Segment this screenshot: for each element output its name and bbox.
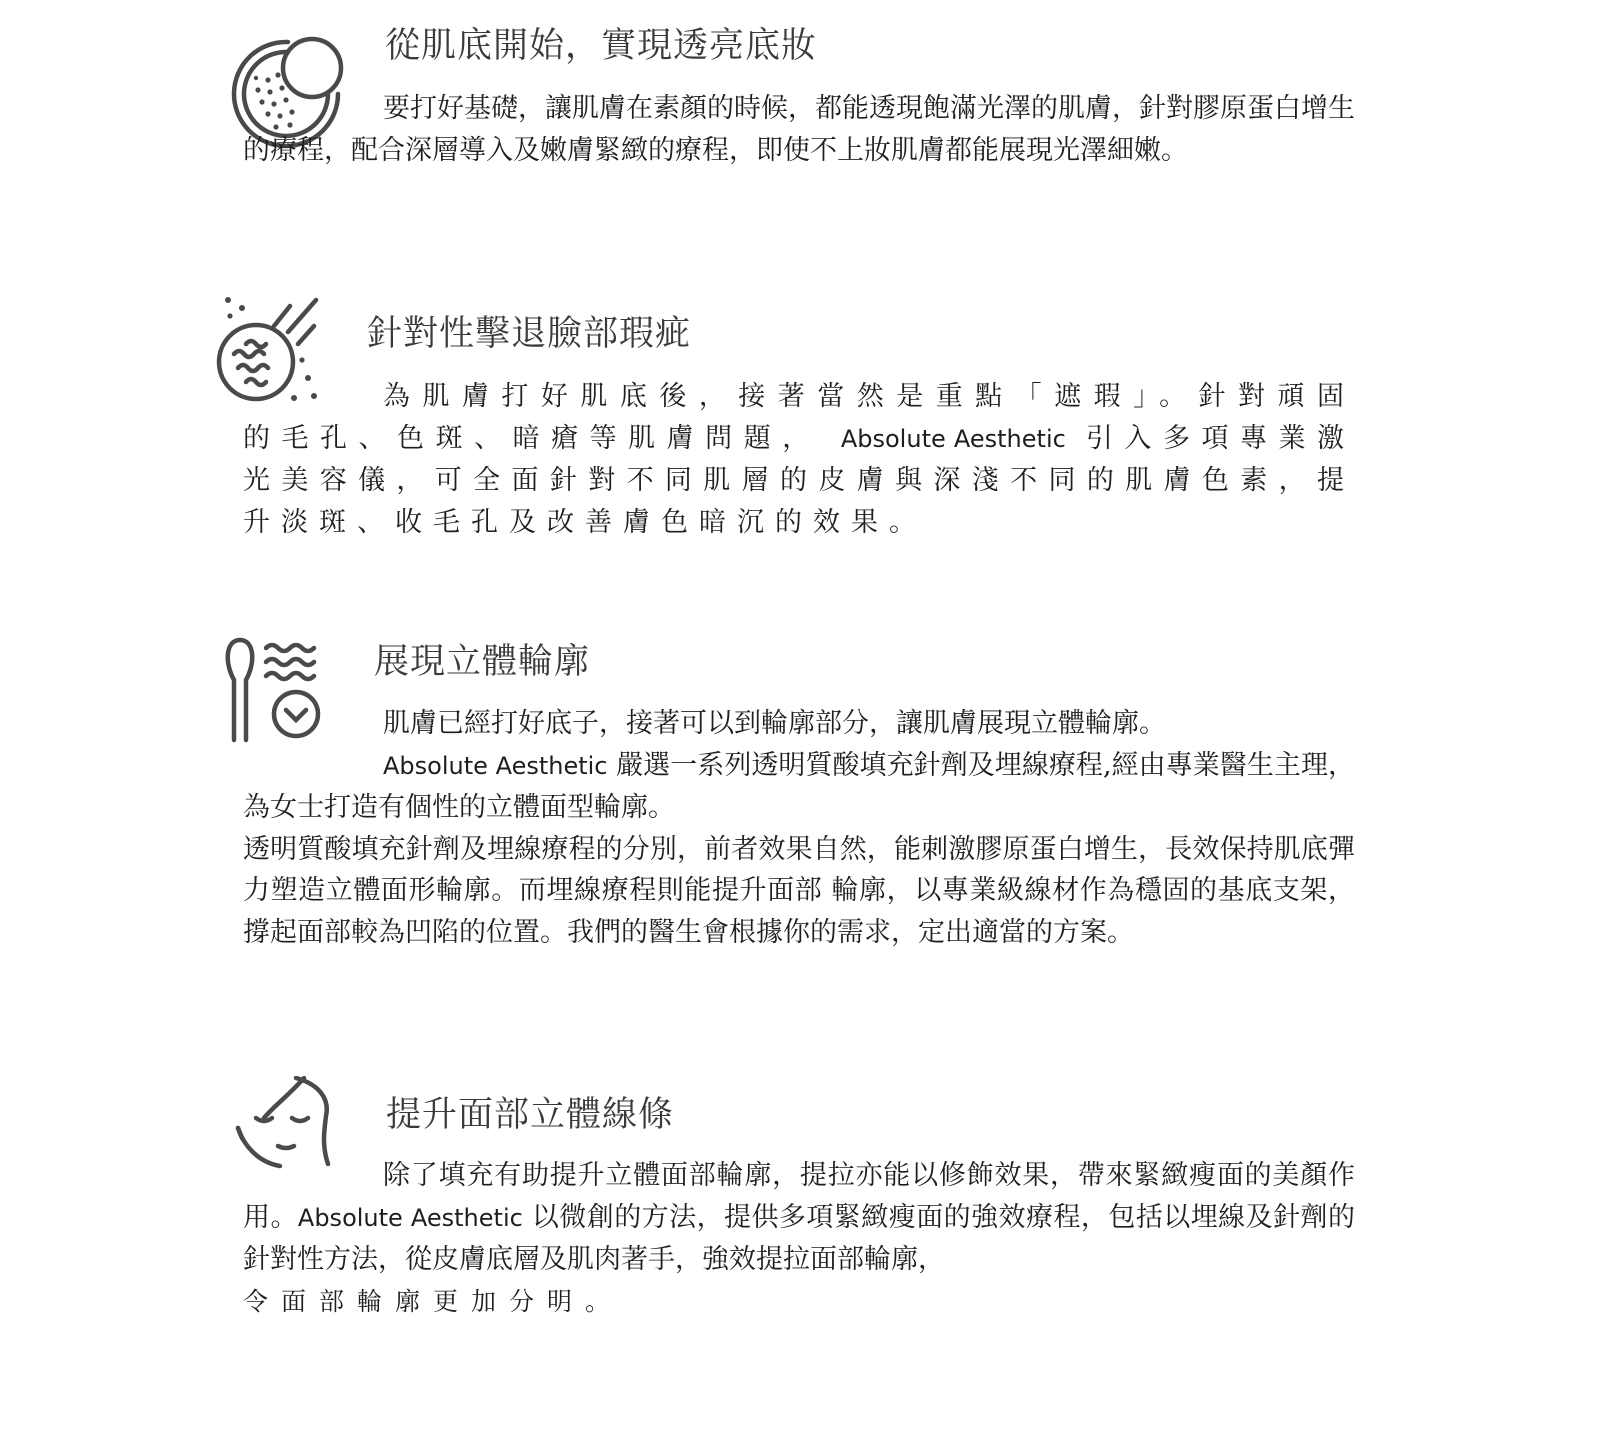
paragraph xyxy=(243,1155,1355,1281)
paragraph: 透明質酸填充針劑及埋線療程的分別，前者效果自然，能刺激膠原蛋白增生，長效保持肌底彈力塑造立體面形輪廓。而埋線療程則能提升面部 輪廓，以專業級線材作為穩固的基底支架，撐起面部較為凹陷的位置。我們的醫生會根據你的需求，定出適當的方案。 xyxy=(243,833,1355,948)
brand-name: Absolute Aesthetic xyxy=(297,1203,523,1232)
section-heading: 從肌底開始，實現透亮底妝 xyxy=(385,26,818,66)
paragraph: 要打好基礎，讓肌膚在素顏的時候，都能透現飽滿光澤的肌膚，針對膠原蛋白增生的療程，配合深層導入及嫩膚緊緻的療程，即使不上妝肌膚都能展現光澤細嫩。 xyxy=(243,93,1355,166)
section-body xyxy=(243,88,1355,171)
section-heading: 展現立體輪廓 xyxy=(374,642,591,682)
brand-name: Absolute Aesthetic xyxy=(840,424,1066,453)
paragraph-text: 以微創的方法，提供多項緊緻瘦面的強效療程，包括以埋線及針劑的針對性方法，從皮膚底層及肌肉著手，強效提拉面部輪廓， xyxy=(243,1201,1355,1275)
paragraph-text: 除了填充有助提升立體面部輪廓，提拉亦能以修飾效果，帶來緊緻瘦面的美顏作用。 xyxy=(243,1160,1355,1233)
brand-name: Absolute Aesthetic xyxy=(383,751,608,780)
paragraph: 令面部輪廓更加分明。 xyxy=(243,1286,624,1316)
paragraph-text: 肌膚已經打好底子，接著可以到輪廓部分，讓肌膚展現立體輪廓。 xyxy=(383,708,1166,739)
paragraph-text: 引入多項專業激光美容儀，可全面針對不同肌層的皮膚與深淺不同的肌膚色素，提升淡斑、收毛孔及改善膚色暗沉的效果。 xyxy=(243,422,1356,538)
section-body xyxy=(243,703,1355,953)
paragraph-text: 嚴選一系列透明質酸填充針劑及埋線療程,經由專業醫生主理，為女士打造有個性的立體面型輪廓。 xyxy=(243,749,1355,823)
section-heading: 針對性擊退臉部瑕疵 xyxy=(367,314,692,354)
paragraph xyxy=(243,703,1355,829)
section-heading: 提升面部立體線條 xyxy=(386,1095,675,1135)
paragraph xyxy=(243,376,1355,543)
section-body xyxy=(243,376,1355,543)
section-body xyxy=(243,1155,1355,1322)
paragraph-text: 為肌膚打好肌底後，接著當然是重點「遮瑕」。針對頑固的毛孔、色斑、暗瘡等肌膚問題， xyxy=(243,381,1355,454)
